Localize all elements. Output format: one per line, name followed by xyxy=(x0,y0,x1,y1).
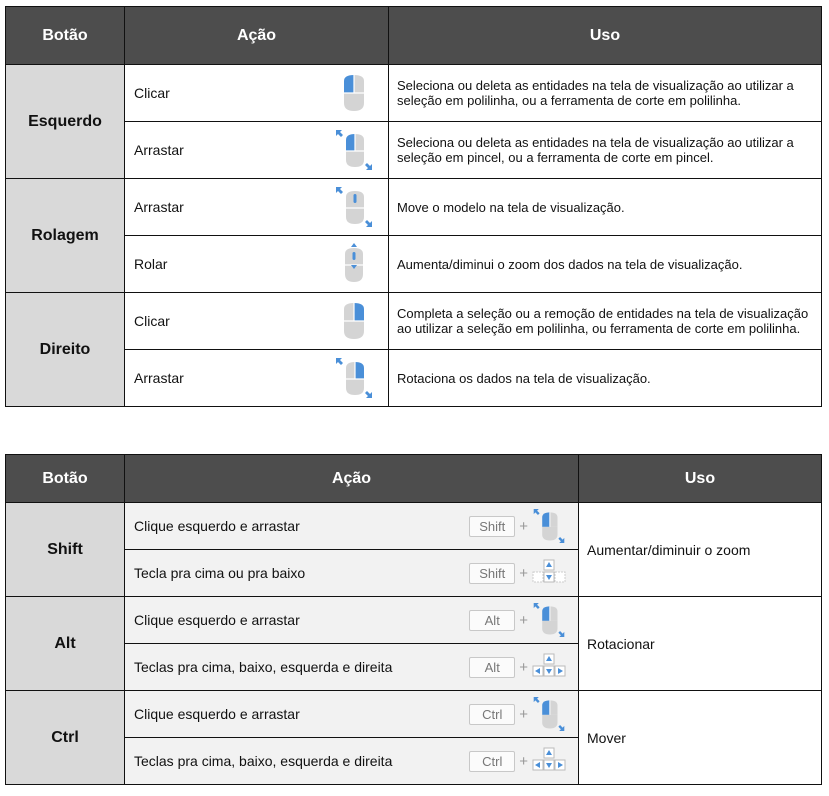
action-label: Clique esquerdo e arrastar xyxy=(134,612,300,628)
table-row xyxy=(6,179,822,236)
action-cell xyxy=(125,293,389,350)
button-direito: Direito xyxy=(6,293,125,407)
key-combo xyxy=(469,600,566,640)
button-alt: Alt xyxy=(6,597,125,691)
plus-sign: + xyxy=(519,611,528,629)
plus-sign: + xyxy=(519,752,528,770)
action-label: Arrastar xyxy=(134,370,184,386)
mouse-left-click-icon xyxy=(334,71,374,115)
header-botao: Botão xyxy=(6,7,125,65)
mouse-wheel-drag-icon xyxy=(334,185,374,229)
arrow-keys-up-down-icon xyxy=(532,558,566,588)
action-label: Teclas pra cima, baixo, esquerda e direita xyxy=(134,753,393,769)
action-cell xyxy=(125,350,389,407)
shift-key-icon: Shift xyxy=(469,516,515,537)
table-row xyxy=(6,236,822,293)
alt-key-icon: Alt xyxy=(469,657,515,678)
header-acao: Ação xyxy=(125,455,579,503)
action-cell xyxy=(125,503,579,550)
use-description: Seleciona ou deleta as entidades na tela de visualização ao utilizar a seleção em pincel, ou a ferramenta de corte em pincel. xyxy=(389,122,822,179)
use-description: Rotacionar xyxy=(579,597,822,691)
mouse-left-drag-icon xyxy=(532,600,566,640)
arrow-keys-all-icon xyxy=(532,746,566,776)
plus-sign: + xyxy=(519,705,528,723)
key-combo xyxy=(469,694,566,734)
action-cell xyxy=(125,644,579,691)
key-combo xyxy=(469,506,566,546)
action-cell xyxy=(125,691,579,738)
arrow-keys-all-icon xyxy=(532,652,566,682)
mouse-left-drag-icon xyxy=(532,506,566,546)
plus-sign: + xyxy=(519,517,528,535)
shift-key-icon: Shift xyxy=(469,563,515,584)
mouse-right-drag-icon xyxy=(334,356,374,400)
action-label: Tecla pra cima ou pra baixo xyxy=(134,565,306,581)
action-label: Rolar xyxy=(134,256,168,272)
button-esquerdo: Esquerdo xyxy=(6,65,125,179)
button-rolagem: Rolagem xyxy=(6,179,125,293)
action-cell xyxy=(125,179,389,236)
plus-sign: + xyxy=(519,564,528,582)
action-cell xyxy=(125,65,389,122)
table-row xyxy=(6,503,822,550)
key-combo xyxy=(469,558,566,588)
use-description: Mover xyxy=(579,691,822,785)
action-cell xyxy=(125,122,389,179)
action-cell xyxy=(125,550,579,597)
ctrl-key-icon: Ctrl xyxy=(469,751,515,772)
plus-sign: + xyxy=(519,658,528,676)
table-row xyxy=(6,350,822,407)
table-row xyxy=(6,293,822,350)
keyboard-controls-table xyxy=(5,454,822,785)
use-description: Rotaciona os dados na tela de visualização. xyxy=(389,350,822,407)
table-row xyxy=(6,122,822,179)
use-description: Aumentar/diminuir o zoom xyxy=(579,503,822,597)
use-description: Move o modelo na tela de visualização. xyxy=(389,179,822,236)
key-combo xyxy=(469,746,566,776)
alt-key-icon: Alt xyxy=(469,610,515,631)
button-ctrl: Ctrl xyxy=(6,691,125,785)
button-shift: Shift xyxy=(6,503,125,597)
mouse-wheel-scroll-icon xyxy=(334,242,374,286)
header-acao: Ação xyxy=(125,7,389,65)
header-botao: Botão xyxy=(6,455,125,503)
action-cell xyxy=(125,236,389,293)
header-uso: Uso xyxy=(579,455,822,503)
mouse-left-drag-icon xyxy=(532,694,566,734)
action-cell xyxy=(125,738,579,785)
table-row xyxy=(6,597,822,644)
use-description: Completa a seleção ou a remoção de entidades na tela de visualização ao utilizar a seleção em polilinha, ou ferramenta de corte em polilinha. xyxy=(389,293,822,350)
action-cell xyxy=(125,597,579,644)
mouse-left-drag-icon xyxy=(334,128,374,172)
mouse-right-click-icon xyxy=(334,299,374,343)
action-label: Clicar xyxy=(134,313,170,329)
use-description: Aumenta/diminui o zoom dos dados na tela de visualização. xyxy=(389,236,822,293)
table-row xyxy=(6,65,822,122)
use-description: Seleciona ou deleta as entidades na tela de visualização ao utilizar a seleção em polilinha, ou a ferramenta de corte em polilinha. xyxy=(389,65,822,122)
key-combo xyxy=(469,652,566,682)
action-label: Clicar xyxy=(134,85,170,101)
action-label: Arrastar xyxy=(134,142,184,158)
action-label: Clique esquerdo e arrastar xyxy=(134,706,300,722)
mouse-controls-table xyxy=(5,6,822,407)
action-label: Arrastar xyxy=(134,199,184,215)
header-uso: Uso xyxy=(389,7,822,65)
action-label: Clique esquerdo e arrastar xyxy=(134,518,300,534)
ctrl-key-icon: Ctrl xyxy=(469,704,515,725)
action-label: Teclas pra cima, baixo, esquerda e direita xyxy=(134,659,393,675)
table-row xyxy=(6,691,822,738)
